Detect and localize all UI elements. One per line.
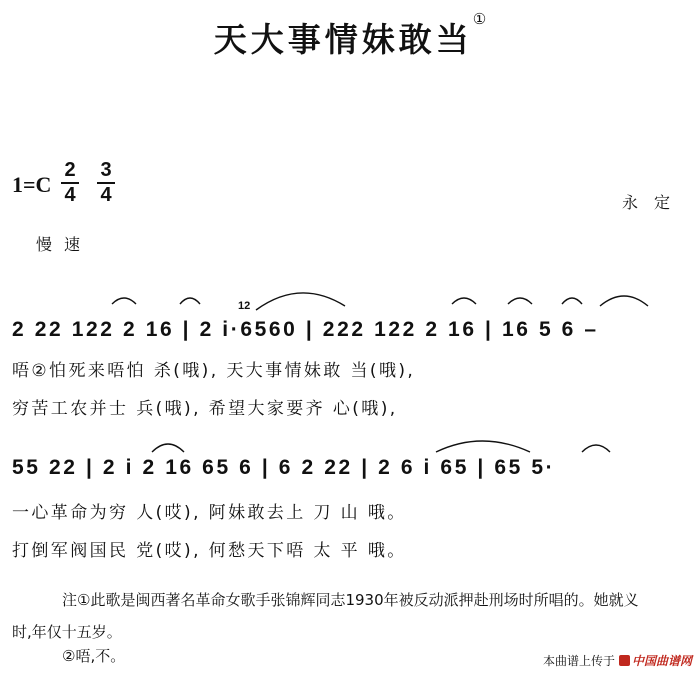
lyrics-line-2-verse-2: 打倒军阀国民 党(哎), 何愁天下唔 太 平 哦。: [12, 541, 407, 561]
song-title-text: 天大事情妹敢当: [213, 20, 473, 59]
key-signature: 1=C: [12, 172, 52, 197]
slur-mark: [452, 298, 476, 304]
notation-line-2: 55 22 | 2 i 2 16 65 6 | 6 2 22 | 2 6 i 65 | 65 5·: [12, 456, 556, 479]
lyrics-line-1-verse-1: 唔②怕死来唔怕 杀(哦), 天大事情妹敢 当(哦),: [12, 361, 416, 381]
footnote-1: 注①此歌是闽西著名革命女歌手张锦辉同志1930年被反动派押赴刑场时所唱的。她就义时,年仅十五岁。: [12, 591, 639, 641]
slur-mark: [508, 298, 532, 304]
title-footnote-marker: ①: [472, 10, 487, 28]
slur-mark: [256, 293, 345, 310]
grace-note: 12: [238, 300, 251, 312]
slur-mark: [152, 444, 184, 452]
slur-mark: [600, 296, 648, 306]
slur-mark: [112, 298, 136, 304]
slur-mark: [180, 298, 200, 304]
meter-numerator: 2: [64, 159, 76, 181]
footnote-2: ②唔,不。: [62, 647, 126, 665]
notation-line-2-slurs: [0, 428, 700, 488]
time-signature-2-4: [61, 160, 79, 206]
notation-line-1-slurs: [0, 284, 700, 344]
meter-denominator: 4: [100, 184, 112, 206]
notation-line-1: 2 22 122 2 16 | 2 i·6560 | 222 122 2 16 | 16 5 6 –: [12, 318, 599, 341]
slur-mark: [562, 298, 582, 304]
lyrics-line-2-verse-1: 一心革命为穷 人(哎), 阿妹敢去上 刀 山 哦。: [12, 503, 407, 523]
slur-mark: [436, 441, 530, 452]
upload-credit: [543, 652, 692, 669]
song-title: [0, 10, 700, 61]
slur-mark: [582, 445, 610, 452]
lyrics-line-1-verse-2: 穷苦工农并士 兵(哦), 希望大家要齐 心(哦),: [12, 399, 398, 419]
site-logo-icon: [619, 655, 630, 666]
upload-credit-text: 本曲谱上传于: [542, 654, 615, 668]
time-signature-3-4: [97, 160, 115, 206]
site-name: 中国曲谱网: [631, 654, 692, 668]
song-origin: 永定: [621, 193, 686, 212]
meter-denominator: 4: [64, 184, 76, 206]
tempo-marking: 慢速: [36, 235, 93, 254]
meter-numerator: 3: [100, 159, 112, 181]
